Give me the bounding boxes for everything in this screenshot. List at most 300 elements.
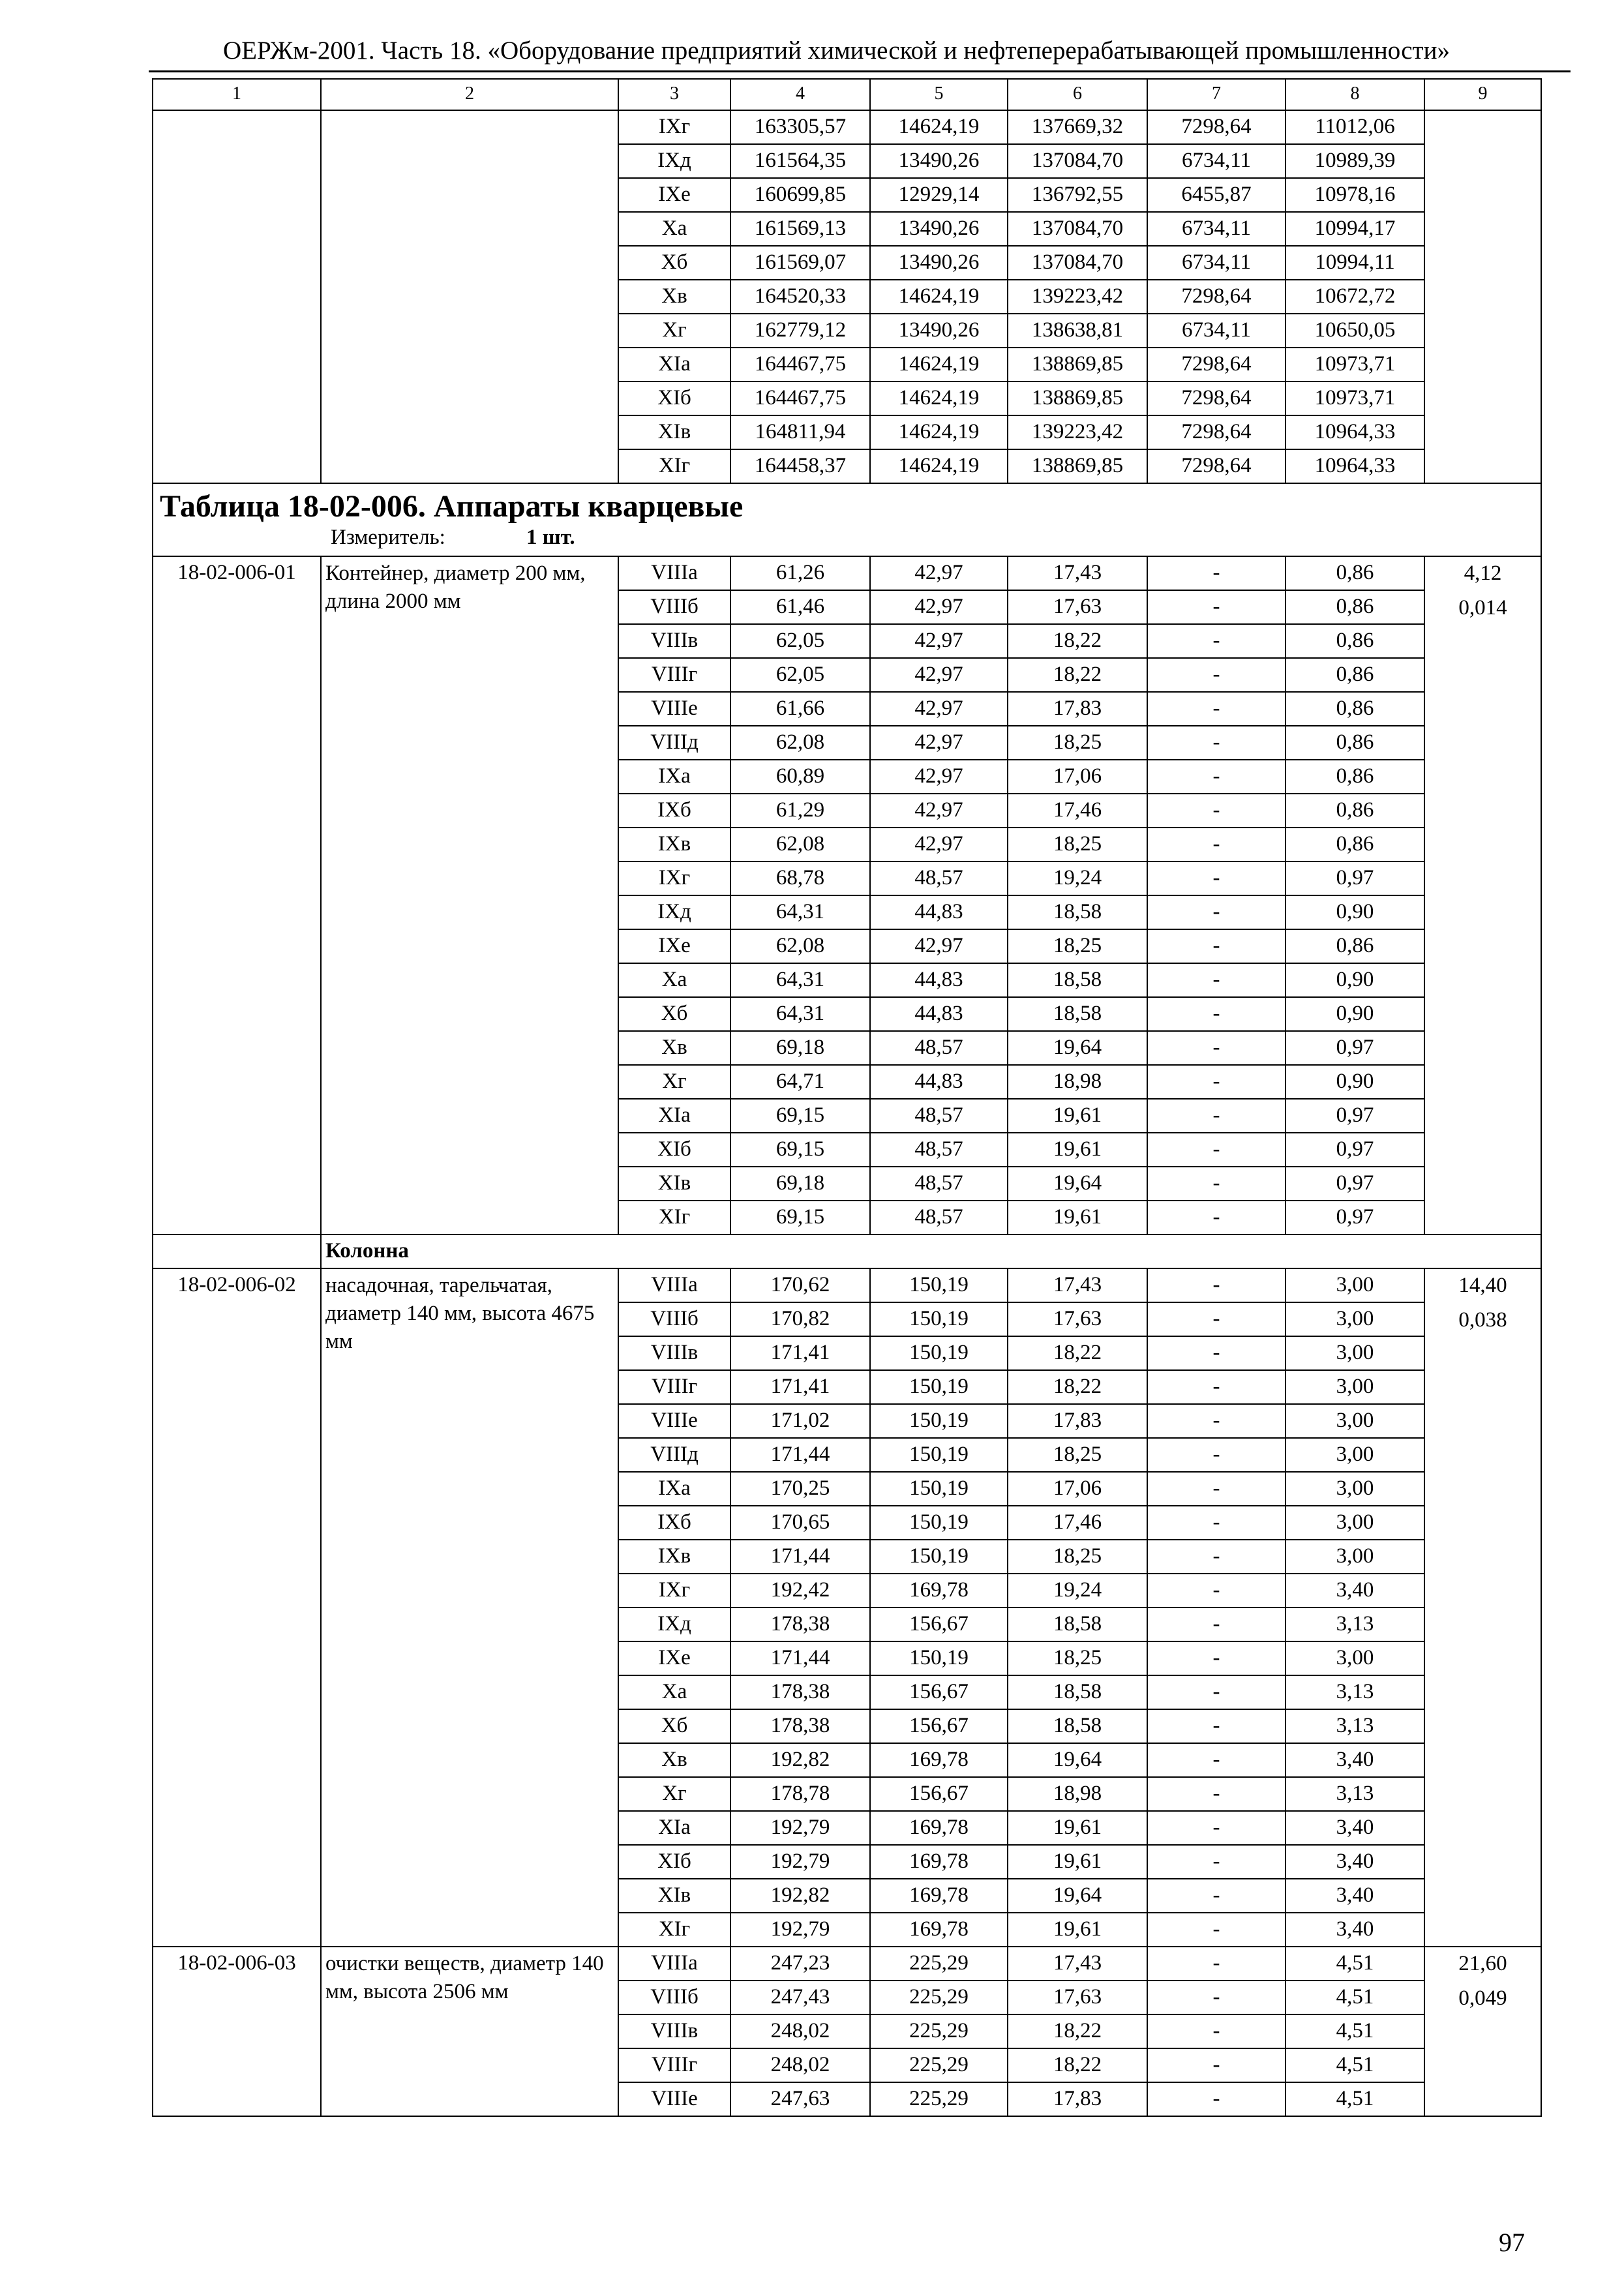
header-rule — [149, 70, 1571, 72]
unit-label: Измеритель: — [331, 526, 445, 549]
table-cell: 68,78 — [730, 861, 870, 895]
table-cell: 3,00 — [1286, 1268, 1424, 1302]
table-cell: 12929,14 — [870, 178, 1008, 212]
table-cell: - — [1147, 1845, 1286, 1879]
table-cell: 3,00 — [1286, 1404, 1424, 1438]
table-cell: - — [1147, 1167, 1286, 1201]
col9-value: 4,12 — [1464, 561, 1502, 585]
table-cell: 19,64 — [1008, 1167, 1147, 1201]
table-title-cell — [153, 483, 1541, 556]
table-cell: 178,78 — [730, 1777, 870, 1811]
table-cell: 17,06 — [1008, 1472, 1147, 1506]
table-cell: VIIIб — [618, 1981, 730, 2014]
table-cell: 0,97 — [1286, 1133, 1424, 1167]
table-cell: XIа — [618, 348, 730, 382]
column-number: 3 — [618, 79, 730, 110]
table-cell: - — [1147, 624, 1286, 658]
table-cell: 61,29 — [730, 794, 870, 828]
table-cell: XIб — [618, 1133, 730, 1167]
table-cell: 3,13 — [1286, 1777, 1424, 1811]
table-cell: 169,78 — [870, 1574, 1008, 1608]
table-cell: - — [1147, 1777, 1286, 1811]
table-cell: Xв — [618, 1031, 730, 1065]
table-cell: 0,86 — [1286, 590, 1424, 624]
table-cell: 225,29 — [870, 2082, 1008, 2116]
table-cell: 14624,19 — [870, 348, 1008, 382]
table-cell: - — [1147, 1438, 1286, 1472]
table-cell: 62,08 — [730, 726, 870, 760]
table-cell: 69,18 — [730, 1167, 870, 1201]
table-cell: 17,63 — [1008, 590, 1147, 624]
table-cell: - — [1147, 1472, 1286, 1506]
table-cell: 3,00 — [1286, 1641, 1424, 1675]
table-cell: 7298,64 — [1147, 449, 1286, 483]
table-cell: 62,08 — [730, 828, 870, 861]
table-cell: Xг — [618, 1065, 730, 1099]
table-cell: 18,58 — [1008, 1608, 1147, 1641]
table-cell: IXб — [618, 794, 730, 828]
table-cell: - — [1147, 1404, 1286, 1438]
table-cell: 3,40 — [1286, 1879, 1424, 1913]
table-cell: Xб — [618, 246, 730, 280]
table-cell: - — [1147, 929, 1286, 963]
table-cell: 18,58 — [1008, 963, 1147, 997]
table-cell: 192,82 — [730, 1743, 870, 1777]
column-number: 6 — [1008, 79, 1147, 110]
table-cell: 19,61 — [1008, 1133, 1147, 1167]
table-cell: 19,64 — [1008, 1743, 1147, 1777]
table-cell: 150,19 — [870, 1302, 1008, 1336]
table-cell: 192,79 — [730, 1913, 870, 1947]
table-cell: 69,15 — [730, 1201, 870, 1234]
table-cell: 164458,37 — [730, 449, 870, 483]
table-cell: 150,19 — [870, 1438, 1008, 1472]
table-cell: XIв — [618, 415, 730, 449]
table-cell: - — [1147, 1675, 1286, 1709]
table-cell: 44,83 — [870, 997, 1008, 1031]
table-cell: 171,44 — [730, 1438, 870, 1472]
table-cell: 14624,19 — [870, 415, 1008, 449]
table-cell: XIа — [618, 1811, 730, 1845]
column-number: 2 — [321, 79, 618, 110]
column-number: 1 — [153, 79, 321, 110]
table-cell: IXд — [618, 895, 730, 929]
table-cell: 19,61 — [1008, 1913, 1147, 1947]
table-cell: 69,15 — [730, 1099, 870, 1133]
table-cell: 164520,33 — [730, 280, 870, 314]
table-cell: IXе — [618, 1641, 730, 1675]
table-cell: VIIIа — [618, 1268, 730, 1302]
table-cell: - — [1147, 1133, 1286, 1167]
table-cell: - — [1147, 1947, 1286, 1981]
table-cell: 18,22 — [1008, 624, 1147, 658]
table-cell: 0,97 — [1286, 1201, 1424, 1234]
table-cell: 4,51 — [1286, 2014, 1424, 2048]
item-code: 18-02-006-03 — [153, 1947, 321, 2116]
table-cell: - — [1147, 1811, 1286, 1845]
table-cell: 4,51 — [1286, 1947, 1424, 1981]
table-cell: 164467,75 — [730, 382, 870, 415]
table-cell: 169,78 — [870, 1879, 1008, 1913]
table-cell: 3,40 — [1286, 1743, 1424, 1777]
table-cell: 169,78 — [870, 1811, 1008, 1845]
table-cell: 69,18 — [730, 1031, 870, 1065]
table-cell: 18,25 — [1008, 1438, 1147, 1472]
table-cell: VIIIе — [618, 2082, 730, 2116]
table-cell: 171,44 — [730, 1641, 870, 1675]
table-cell: 64,31 — [730, 997, 870, 1031]
table-cell: 0,86 — [1286, 624, 1424, 658]
table-cell: 42,97 — [870, 590, 1008, 624]
table-cell: 150,19 — [870, 1404, 1008, 1438]
table-cell: 48,57 — [870, 1201, 1008, 1234]
table-cell: - — [1147, 828, 1286, 861]
table-cell: 138869,85 — [1008, 348, 1147, 382]
table-cell: 178,38 — [730, 1675, 870, 1709]
table-cell: 10650,05 — [1286, 314, 1424, 348]
table-cell: IXа — [618, 1472, 730, 1506]
table-row — [153, 1947, 1541, 1981]
item-name: очистки веществ, диаметр 140 мм, высота 2506 мм — [321, 1947, 618, 2116]
table-cell: 0,86 — [1286, 929, 1424, 963]
column-number-row — [153, 79, 1541, 110]
table-cell: 161569,13 — [730, 212, 870, 246]
table-cell: 10672,72 — [1286, 280, 1424, 314]
table-cell: 69,15 — [730, 1133, 870, 1167]
table-cell: 169,78 — [870, 1845, 1008, 1879]
table-cell: IXг — [618, 110, 730, 144]
table-cell: 17,43 — [1008, 1947, 1147, 1981]
table-cell: 4,51 — [1286, 2082, 1424, 2116]
table-cell: 7298,64 — [1147, 110, 1286, 144]
table-cell: 150,19 — [870, 1472, 1008, 1506]
table-cell: 10978,16 — [1286, 178, 1424, 212]
table-cell: 6734,11 — [1147, 246, 1286, 280]
table-cell: 42,97 — [870, 760, 1008, 794]
table-cell: 48,57 — [870, 1133, 1008, 1167]
table-cell: 170,62 — [730, 1268, 870, 1302]
table-cell: Xв — [618, 280, 730, 314]
table-cell: VIIIг — [618, 2048, 730, 2082]
table-cell: 19,61 — [1008, 1811, 1147, 1845]
table-cell: 19,24 — [1008, 1574, 1147, 1608]
table-cell: Xв — [618, 1743, 730, 1777]
table-cell: 138638,81 — [1008, 314, 1147, 348]
table-row — [153, 556, 1541, 590]
table-cell: 44,83 — [870, 1065, 1008, 1099]
table-cell: 62,05 — [730, 624, 870, 658]
table-cell: 44,83 — [870, 895, 1008, 929]
col9-values — [1424, 110, 1541, 483]
table-cell: 64,31 — [730, 963, 870, 997]
table-cell: - — [1147, 1743, 1286, 1777]
table-cell: - — [1147, 1540, 1286, 1574]
table-cell: 6734,11 — [1147, 314, 1286, 348]
table-cell: 48,57 — [870, 1031, 1008, 1065]
table-cell: 42,97 — [870, 726, 1008, 760]
col9-values — [1424, 1947, 1541, 2116]
table-cell: 0,90 — [1286, 1065, 1424, 1099]
table-row — [153, 1268, 1541, 1302]
price-table — [152, 78, 1542, 2117]
table-cell: 18,22 — [1008, 2014, 1147, 2048]
table-cell: 19,24 — [1008, 861, 1147, 895]
table-cell: 61,26 — [730, 556, 870, 590]
table-cell: 150,19 — [870, 1540, 1008, 1574]
table-cell: IXд — [618, 1608, 730, 1641]
table-cell: 247,23 — [730, 1947, 870, 1981]
table-cell: 42,97 — [870, 794, 1008, 828]
group-row — [153, 1234, 1541, 1268]
table-cell: VIIIа — [618, 1947, 730, 1981]
table-cell: 225,29 — [870, 1947, 1008, 1981]
table-cell: - — [1147, 1641, 1286, 1675]
table-cell: 13490,26 — [870, 246, 1008, 280]
table-cell: 170,82 — [730, 1302, 870, 1336]
table-cell: 3,00 — [1286, 1302, 1424, 1336]
table-cell: 160699,85 — [730, 178, 870, 212]
table-cell: 3,40 — [1286, 1845, 1424, 1879]
table-cell: 62,08 — [730, 929, 870, 963]
table-cell: 10994,11 — [1286, 246, 1424, 280]
table-cell: IXд — [618, 144, 730, 178]
table-cell: 156,67 — [870, 1675, 1008, 1709]
table-cell: VIIIв — [618, 624, 730, 658]
table-cell: 18,58 — [1008, 1675, 1147, 1709]
table-cell: 3,40 — [1286, 1811, 1424, 1845]
table-cell: 0,90 — [1286, 997, 1424, 1031]
table-cell: - — [1147, 1879, 1286, 1913]
table-cell: IXб — [618, 1506, 730, 1540]
item-code: 18-02-006-02 — [153, 1268, 321, 1947]
table-cell: - — [1147, 1981, 1286, 2014]
table-cell: 4,51 — [1286, 1981, 1424, 2014]
table-cell: XIв — [618, 1167, 730, 1201]
table-cell: 4,51 — [1286, 2048, 1424, 2082]
table-cell: 163305,57 — [730, 110, 870, 144]
table-cell: 0,86 — [1286, 658, 1424, 692]
table-cell: 0,86 — [1286, 726, 1424, 760]
table-cell: 161564,35 — [730, 144, 870, 178]
table-cell: IXе — [618, 178, 730, 212]
table-cell: 17,06 — [1008, 760, 1147, 794]
table-cell: 3,13 — [1286, 1709, 1424, 1743]
table-cell: 169,78 — [870, 1913, 1008, 1947]
table-cell: 192,82 — [730, 1879, 870, 1913]
column-number: 7 — [1147, 79, 1286, 110]
table-cell: 64,31 — [730, 895, 870, 929]
table-cell: 3,00 — [1286, 1506, 1424, 1540]
table-cell: 248,02 — [730, 2014, 870, 2048]
table-cell: 0,97 — [1286, 1031, 1424, 1065]
table-cell: - — [1147, 692, 1286, 726]
table-cell: 150,19 — [870, 1506, 1008, 1540]
table-cell: - — [1147, 861, 1286, 895]
table-cell: XIг — [618, 449, 730, 483]
table-cell: 17,83 — [1008, 2082, 1147, 2116]
item-name — [321, 110, 618, 483]
table-cell: 14624,19 — [870, 280, 1008, 314]
table-cell: 0,97 — [1286, 1099, 1424, 1133]
table-cell: 42,97 — [870, 929, 1008, 963]
table-cell: - — [1147, 1268, 1286, 1302]
table-cell: 3,13 — [1286, 1675, 1424, 1709]
table-cell: - — [1147, 760, 1286, 794]
table-cell: 0,97 — [1286, 861, 1424, 895]
table-cell: VIIIд — [618, 726, 730, 760]
table-cell: VIIIв — [618, 1336, 730, 1370]
table-cell: 3,00 — [1286, 1540, 1424, 1574]
page-number: 97 — [1499, 2228, 1525, 2257]
table-cell: 18,58 — [1008, 1709, 1147, 1743]
table-cell: - — [1147, 2082, 1286, 2116]
table-cell: VIIIг — [618, 1370, 730, 1404]
table-cell: VIIIб — [618, 1302, 730, 1336]
table-cell: 13490,26 — [870, 144, 1008, 178]
group-title: Колонна — [321, 1234, 1541, 1268]
table-cell: - — [1147, 963, 1286, 997]
table-cell: 7298,64 — [1147, 280, 1286, 314]
table-cell: - — [1147, 1201, 1286, 1234]
table-cell: 64,71 — [730, 1065, 870, 1099]
table-cell: 3,00 — [1286, 1438, 1424, 1472]
table-cell: 10973,71 — [1286, 348, 1424, 382]
column-number: 4 — [730, 79, 870, 110]
table-cell: 156,67 — [870, 1608, 1008, 1641]
table-cell: 138869,85 — [1008, 449, 1147, 483]
col9-value: 14,40 — [1458, 1274, 1507, 1297]
item-code: 18-02-006-01 — [153, 556, 321, 1234]
table-cell: 3,40 — [1286, 1913, 1424, 1947]
table-cell: 18,22 — [1008, 658, 1147, 692]
unit-line — [160, 524, 1537, 556]
table-cell: 156,67 — [870, 1709, 1008, 1743]
table-cell: IXв — [618, 828, 730, 861]
table-cell: 19,61 — [1008, 1845, 1147, 1879]
table-cell: 171,44 — [730, 1540, 870, 1574]
table-cell: 13490,26 — [870, 212, 1008, 246]
table-cell: 42,97 — [870, 624, 1008, 658]
table-cell: Xг — [618, 1777, 730, 1811]
table-cell: 0,86 — [1286, 760, 1424, 794]
table-cell: - — [1147, 1709, 1286, 1743]
table-cell: 164467,75 — [730, 348, 870, 382]
table-cell: 48,57 — [870, 1099, 1008, 1133]
table-cell: VIIIд — [618, 1438, 730, 1472]
group-empty — [153, 1234, 321, 1268]
table-cell: 17,46 — [1008, 1506, 1147, 1540]
table-cell: - — [1147, 1065, 1286, 1099]
table-cell: 248,02 — [730, 2048, 870, 2082]
page-header: ОЕРЖм-2001. Часть 18. «Оборудование предприятий химической и нефтеперерабатывающей промышленности» — [223, 37, 1450, 65]
table-cell: 10964,33 — [1286, 449, 1424, 483]
table-cell: 60,89 — [730, 760, 870, 794]
table-cell: 161569,07 — [730, 246, 870, 280]
column-number: 9 — [1424, 79, 1541, 110]
table-cell: - — [1147, 1336, 1286, 1370]
table-cell: 0,86 — [1286, 794, 1424, 828]
table-cell: 0,97 — [1286, 1167, 1424, 1201]
table-cell: 48,57 — [870, 861, 1008, 895]
table-cell: 225,29 — [870, 2014, 1008, 2048]
table-cell: 42,97 — [870, 828, 1008, 861]
table-cell: IXг — [618, 1574, 730, 1608]
table-cell: 150,19 — [870, 1641, 1008, 1675]
table-cell: - — [1147, 794, 1286, 828]
table-cell: 0,86 — [1286, 556, 1424, 590]
table-cell: 10964,33 — [1286, 415, 1424, 449]
table-cell: VIIIе — [618, 692, 730, 726]
table-cell: VIIIе — [618, 1404, 730, 1438]
table-cell: 0,86 — [1286, 828, 1424, 861]
item-code — [153, 110, 321, 483]
table-cell: 13490,26 — [870, 314, 1008, 348]
table-cell: 6734,11 — [1147, 144, 1286, 178]
table-cell: - — [1147, 997, 1286, 1031]
table-cell: 3,00 — [1286, 1336, 1424, 1370]
table-cell: 170,25 — [730, 1472, 870, 1506]
table-cell: 6734,11 — [1147, 212, 1286, 246]
table-cell: 171,02 — [730, 1404, 870, 1438]
col9-value: 0,049 — [1458, 1986, 1507, 2010]
table-cell: - — [1147, 1370, 1286, 1404]
table-cell: 150,19 — [870, 1268, 1008, 1302]
table-cell: 17,46 — [1008, 794, 1147, 828]
table-cell: 62,05 — [730, 658, 870, 692]
table-cell: 247,43 — [730, 1981, 870, 2014]
table-cell: 17,43 — [1008, 556, 1147, 590]
table-cell: 18,22 — [1008, 2048, 1147, 2082]
table-cell: Xа — [618, 963, 730, 997]
table-cell: 3,00 — [1286, 1370, 1424, 1404]
table-cell: XIв — [618, 1879, 730, 1913]
table-cell: 0,86 — [1286, 692, 1424, 726]
table-cell: 6455,87 — [1147, 178, 1286, 212]
table-cell: - — [1147, 1574, 1286, 1608]
table-cell: 14624,19 — [870, 449, 1008, 483]
table-cell: - — [1147, 1506, 1286, 1540]
table-cell: 18,22 — [1008, 1336, 1147, 1370]
table-cell: 139223,42 — [1008, 415, 1147, 449]
table-cell: - — [1147, 1913, 1286, 1947]
table-cell: 18,25 — [1008, 929, 1147, 963]
table-cell: 225,29 — [870, 1981, 1008, 2014]
table-cell: 14624,19 — [870, 110, 1008, 144]
table-cell: 136792,55 — [1008, 178, 1147, 212]
table-cell: - — [1147, 1099, 1286, 1133]
table-cell: 3,13 — [1286, 1608, 1424, 1641]
table-cell: IXг — [618, 861, 730, 895]
table-cell: 18,25 — [1008, 726, 1147, 760]
table-cell: 139223,42 — [1008, 280, 1147, 314]
table-cell: 10989,39 — [1286, 144, 1424, 178]
column-number: 8 — [1286, 79, 1424, 110]
table-cell: 150,19 — [870, 1370, 1008, 1404]
table-cell: - — [1147, 1031, 1286, 1065]
table-cell: 192,42 — [730, 1574, 870, 1608]
table-cell: 42,97 — [870, 556, 1008, 590]
table-cell: VIIIг — [618, 658, 730, 692]
table-row — [153, 110, 1541, 144]
table-cell: 42,97 — [870, 658, 1008, 692]
table-cell: - — [1147, 2048, 1286, 2082]
table-cell: 137084,70 — [1008, 246, 1147, 280]
table-cell: 19,64 — [1008, 1879, 1147, 1913]
unit-value: 1 шт. — [526, 526, 575, 549]
table-cell: 10994,17 — [1286, 212, 1424, 246]
table-cell: - — [1147, 556, 1286, 590]
table-title-row — [153, 483, 1541, 556]
